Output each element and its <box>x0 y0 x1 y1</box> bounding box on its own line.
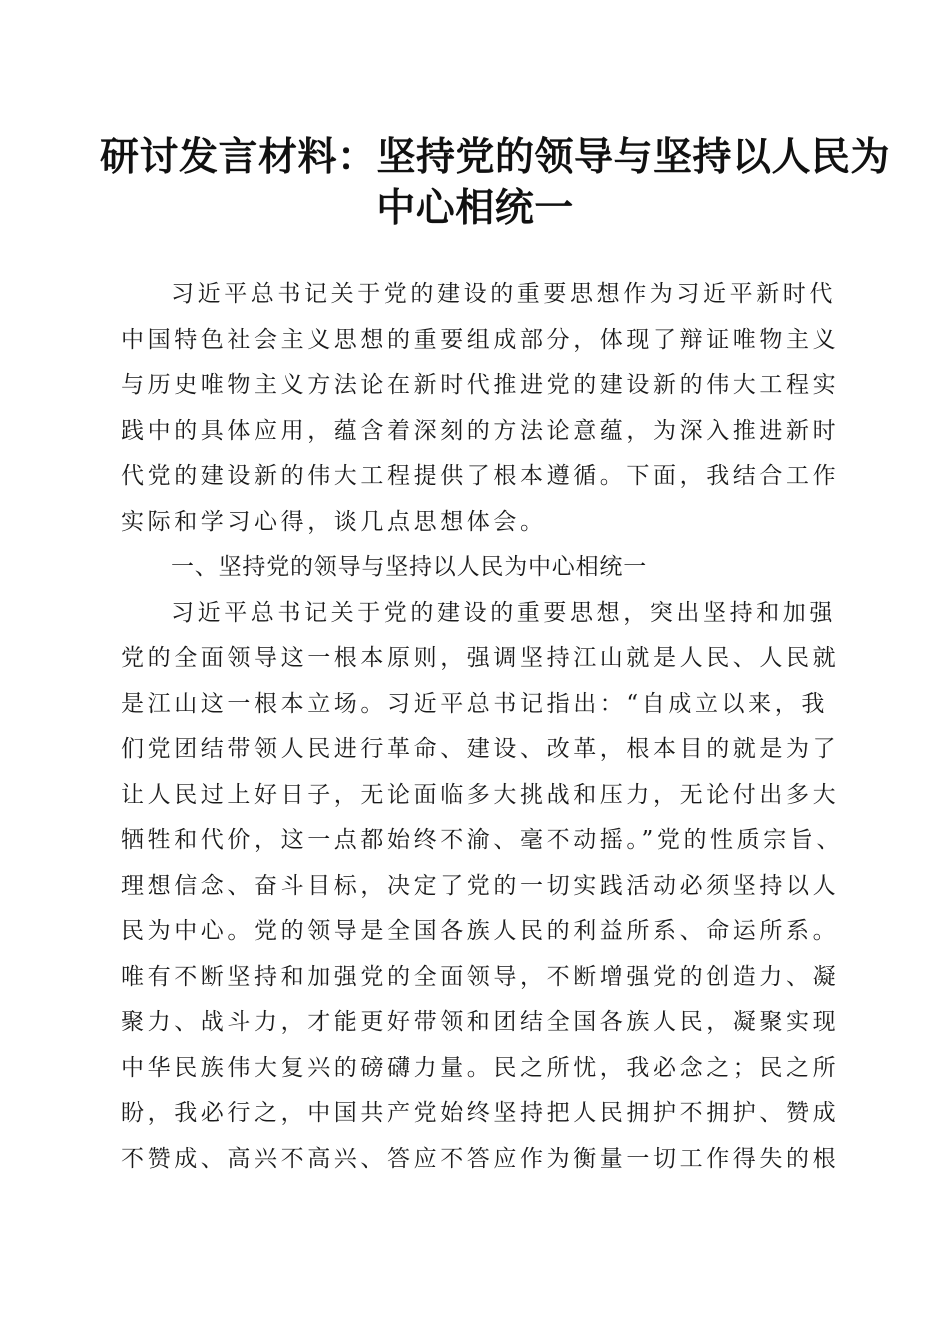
text-line: 聚力、战斗力，才能更好带领和团结全国各族人民，凝聚实现 <box>121 1009 840 1035</box>
text-line: 党的全面领导这一根本原则，强调坚持江山就是人民、人民就 <box>121 645 840 671</box>
text-line: 民为中心。党的领导是全国各族人民的利益所系、命运所系。 <box>121 918 840 944</box>
text-line: 理想信念、奋斗目标，决定了党的一切实践活动必须坚持以人 <box>121 872 840 899</box>
text-line: 践中的具体应用，蕴含着深刻的方法论意蕴，为深入推进新时 <box>121 417 840 444</box>
document-body <box>121 272 844 1182</box>
text-line: 中华民族伟大复兴的磅礴力量。民之所忧，我必念之；民之所 <box>121 1054 840 1081</box>
text-line: 习近平总书记关于党的建设的重要思想作为习近平新时代 <box>171 281 836 307</box>
paragraph-section-1 <box>121 591 844 1183</box>
text-line: 与历史唯物主义方法论在新时代推进党的建设新的伟大工程实 <box>121 372 840 398</box>
text-line: 中国特色社会主义思想的重要组成部分，体现了辩证唯物主义 <box>121 326 840 353</box>
section-heading: 一、坚持党的领导与坚持以人民为中心相统一 <box>171 554 647 580</box>
text-line: 实际和学习心得，谈几点思想体会。 <box>121 508 547 535</box>
title-line: 研讨发言材料：坚持党的领导与坚持以人民为 <box>100 134 891 180</box>
title-line: 中心相统一 <box>376 185 574 231</box>
text-line: 习近平总书记关于党的建设的重要思想，突出坚持和加强 <box>171 599 836 626</box>
text-line: 盼，我必行之，中国共产党始终坚持把人民拥护不拥护、赞成 <box>121 1100 840 1126</box>
text-line: 们党团结带领人民进行革命、建设、改革，根本目的就是为了 <box>121 736 840 762</box>
text-line: 是江山这一根本立场。习近平总书记指出：“自成立以来，我 <box>121 690 828 717</box>
text-line: 牺牲和代价，这一点都始终不渝、毫不动摇。”党的性质宗旨、 <box>121 827 844 853</box>
paragraph-intro <box>121 272 840 545</box>
document-title <box>100 132 891 234</box>
text-line: 代党的建设新的伟大工程提供了根本遵循。下面，我结合工作 <box>121 463 840 489</box>
text-line: 唯有不断坚持和加强党的全面领导，不断增强党的创造力、凝 <box>121 963 840 990</box>
text-line: 不赞成、高兴不高兴、答应不答应作为衡量一切工作得失的根 <box>121 1145 840 1172</box>
text-line: 让人民过上好日子，无论面临多大挑战和压力，无论付出多大 <box>121 781 840 808</box>
